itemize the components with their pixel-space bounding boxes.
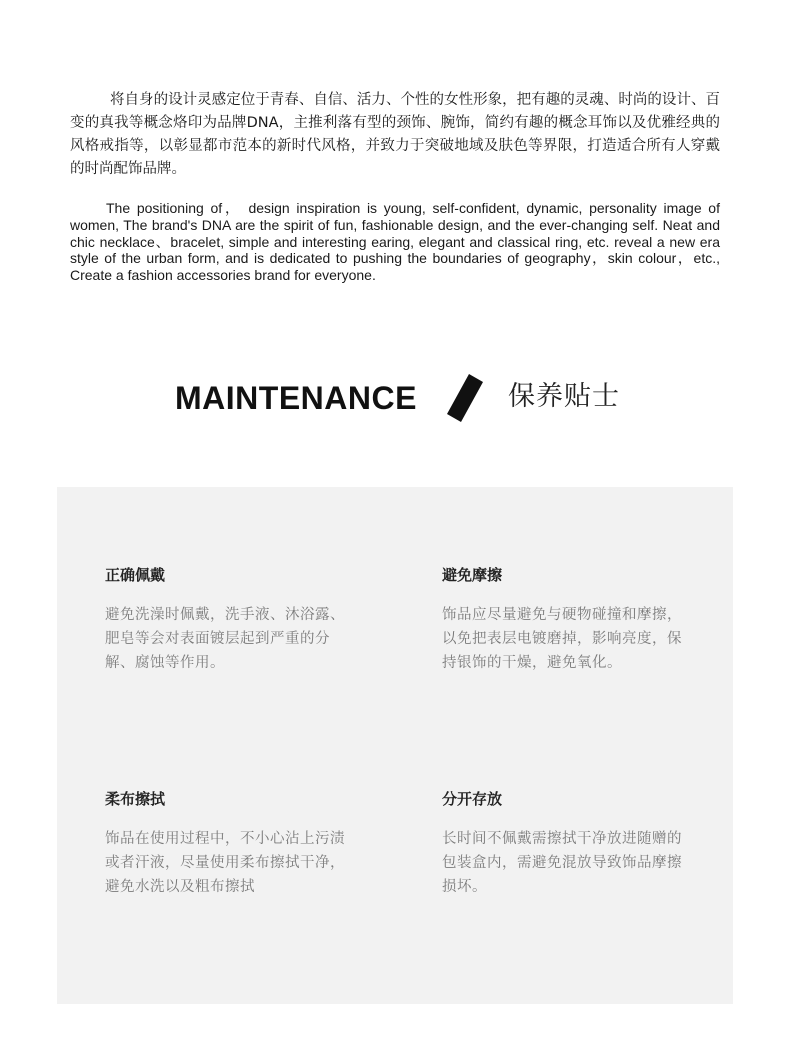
tip-body: 饰品在使用过程中，不小心沾上污渍或者汗液，尽量使用柔布擦拭干净，避免水洗以及粗布擦拭 (105, 831, 345, 895)
tip-card-soft-cloth (105, 789, 355, 899)
tip-title: 正确佩戴 (105, 566, 166, 584)
tip-card-store-separately (442, 789, 692, 899)
maintenance-heading (0, 370, 790, 426)
tip-title: 避免摩擦 (442, 566, 503, 584)
tip-title: 分开存放 (442, 790, 503, 808)
tip-body: 长时间不佩戴需擦拭干净放进随赠的包装盒内，需避免混放导致饰品摩擦损坏。 (442, 831, 682, 895)
tip-card-avoid-friction (442, 565, 692, 675)
tip-card-wear-correctly (105, 565, 355, 675)
tip-body: 避免洗澡时佩戴，洗手液、沐浴露、肥皂等会对表面镀层起到严重的分解、腐蚀等作用。 (105, 607, 345, 671)
maintenance-tips-panel (57, 487, 733, 1004)
slash-divider-icon (447, 374, 483, 422)
heading-chinese: 保养贴士 (508, 381, 620, 412)
intro-english-paragraph: The positioning of， design inspiration is young, self-confident, dynamic, personality image of women, The brand's DNA are the spirit of fun, fashionable design, and the ever-changing self. Neat and chic necklace、bracelet, simple and interesting earing, elegant and classical ring, etc. reveal a new era style of the urban form, and is dedicated to pushing the boundaries of geography，skin colour，etc., Create a fashion accessories brand for everyone. (70, 200, 720, 284)
heading-english: MAINTENANCE (175, 380, 417, 416)
tip-body: 饰品应尽量避免与硬物碰撞和摩擦，以免把表层电镀磨掉，影响亮度，保持银饰的干燥，避免氧化。 (442, 607, 682, 671)
tip-title: 柔布擦拭 (105, 790, 166, 808)
intro-chinese-paragraph: 将自身的设计灵感定位于青春、自信、活力、个性的女性形象，把有趣的灵魂、时尚的设计、百变的真我等概念烙印为品牌DNA，主推利落有型的颈饰、腕饰，简约有趣的概念耳饰以及优雅经典的风格戒指等，以彰显都市范本的新时代风格，并致力于突破地域及肤色等界限，打造适合所有人穿戴的时尚配饰品牌。 (70, 92, 720, 177)
